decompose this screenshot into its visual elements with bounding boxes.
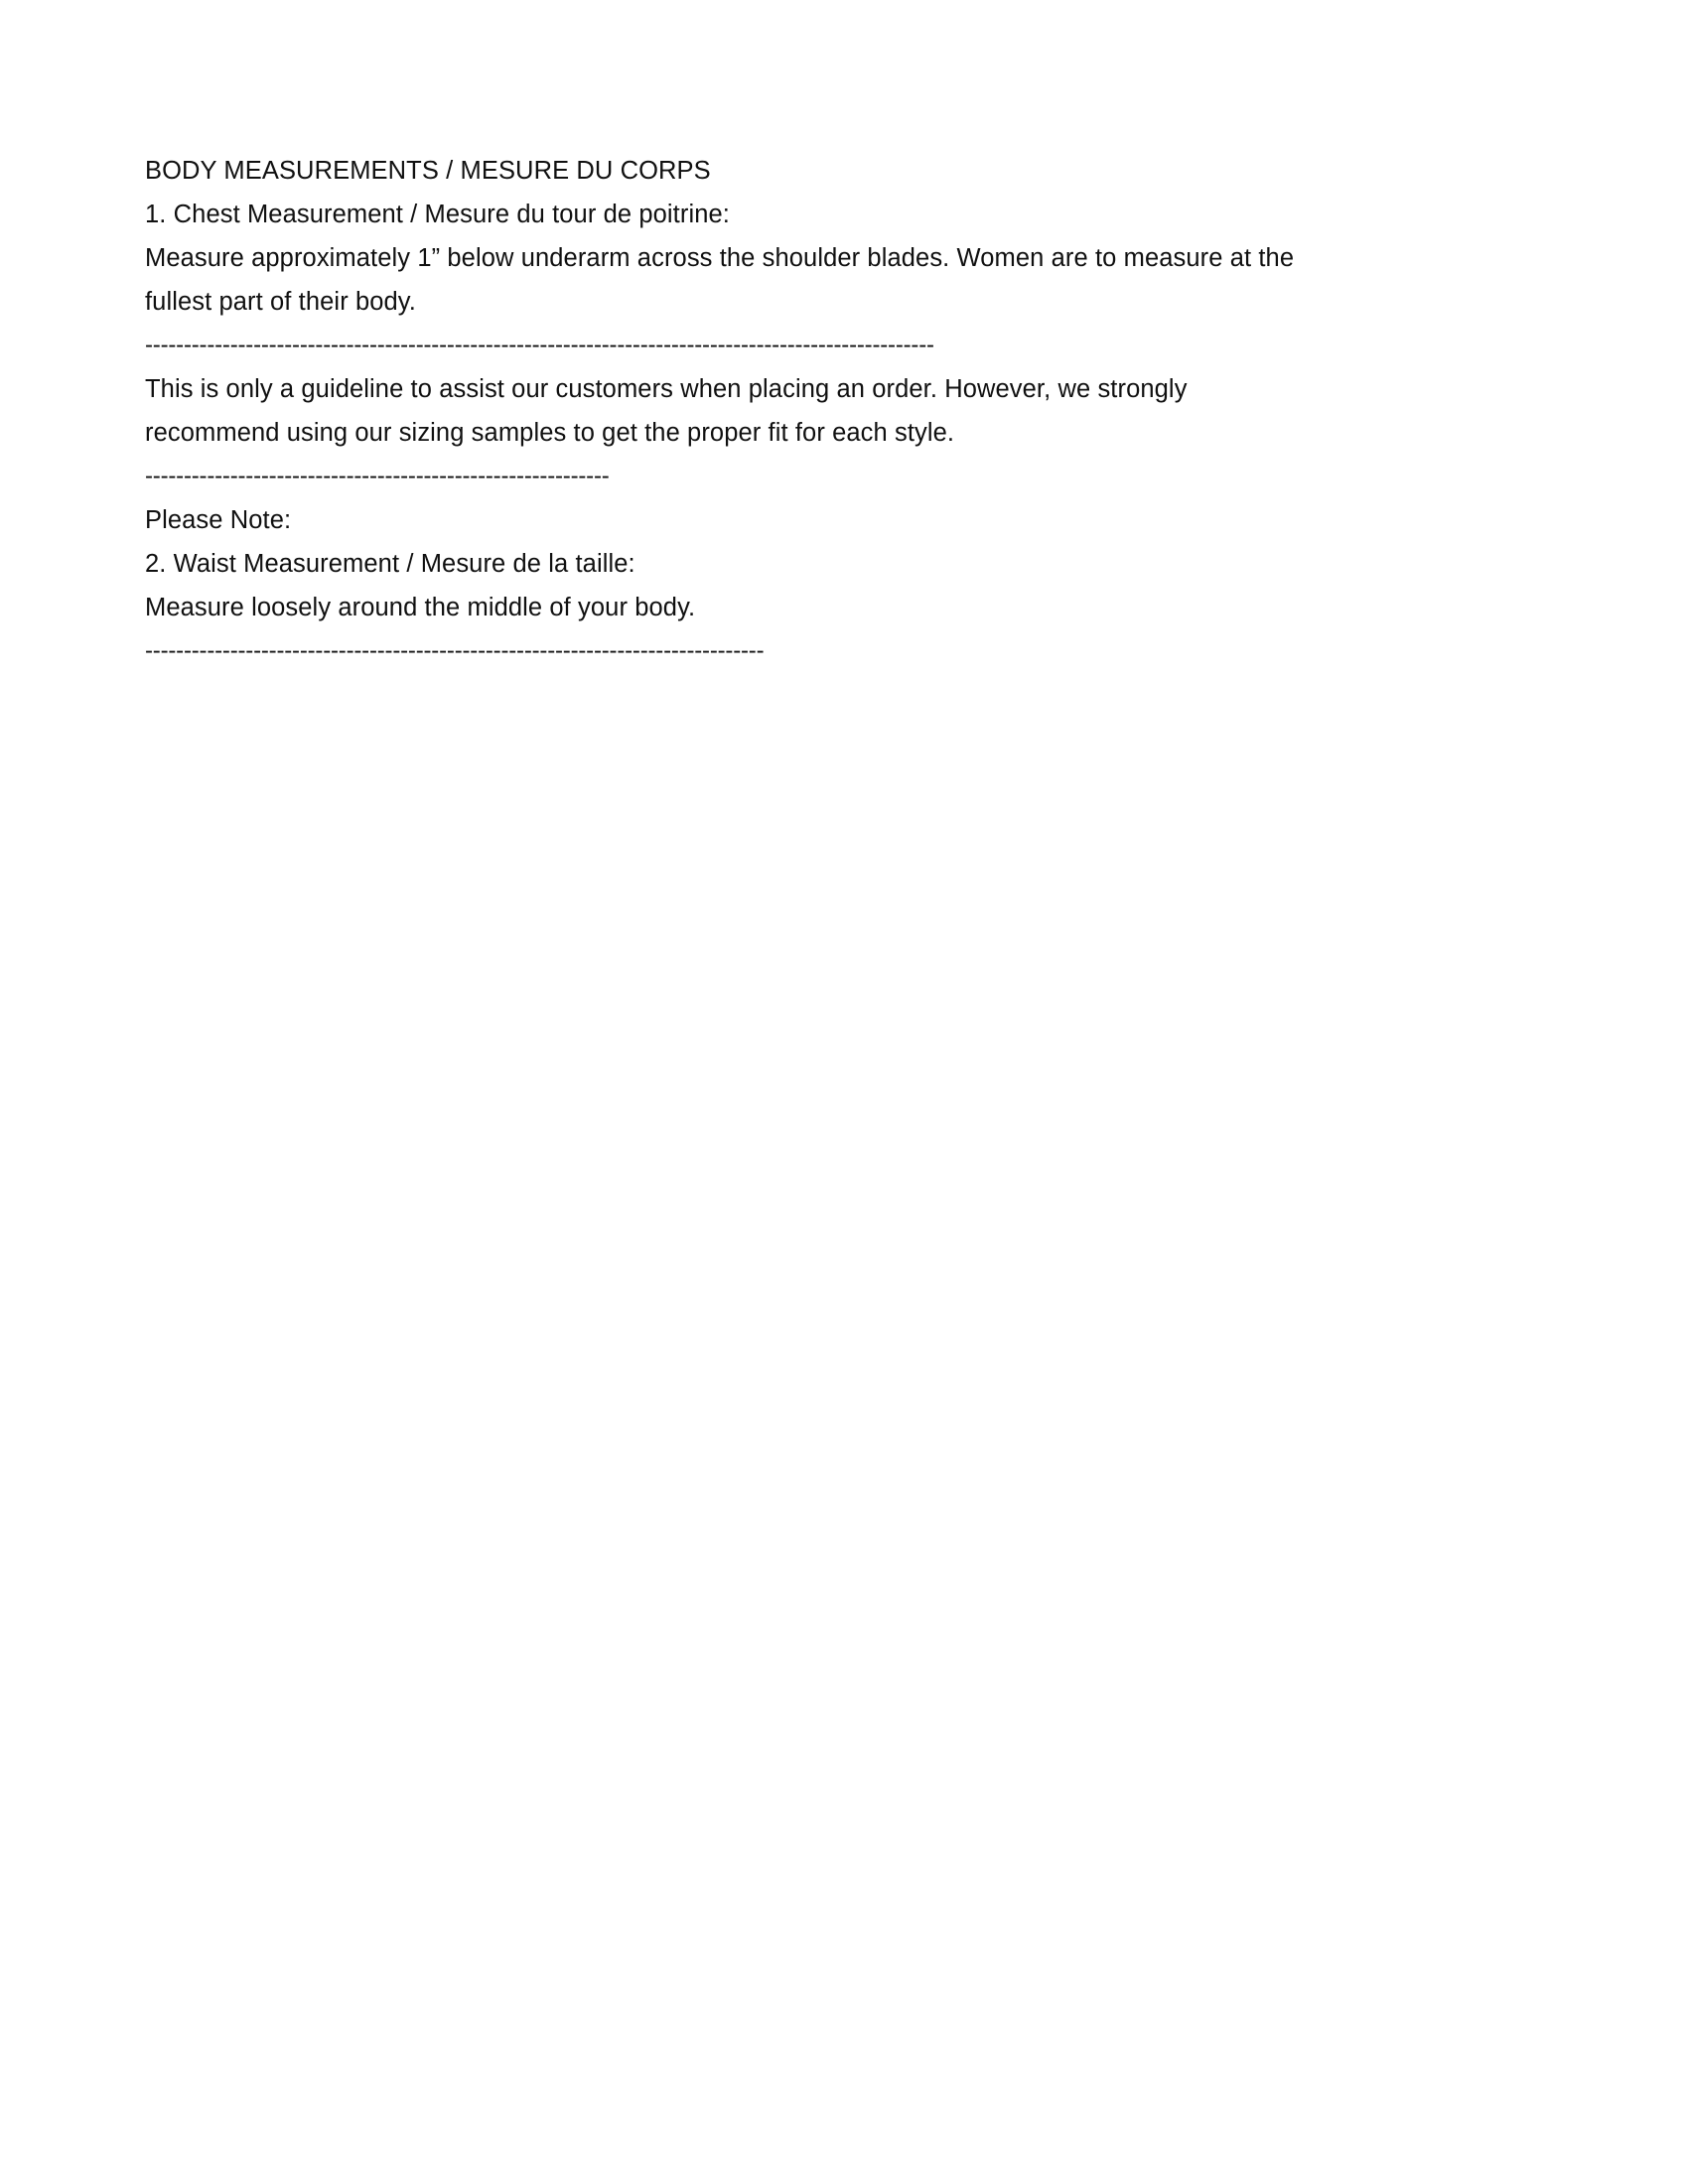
guideline-note: This is only a guideline to assist our customers when placing an order. However, we strongly recommend using our sizing samples to get the proper fit for each style. [145, 375, 1188, 447]
waist-measurement-label: 2. Waist Measurement / Mesure de la taille: [145, 550, 635, 578]
document-body [145, 149, 1466, 673]
divider-two: ------------------------------------------------------------ [145, 463, 610, 489]
chest-measurement-instructions: Measure approximately 1” below underarm across the shoulder blades. Women are to measure at the fullest part of their body. [145, 244, 1295, 316]
heading: BODY MEASUREMENTS / MESURE DU CORPS [145, 157, 711, 185]
please-note-label: Please Note: [145, 506, 292, 534]
waist-measurement-instructions: Measure loosely around the middle of your body. [145, 594, 696, 621]
divider-one: ------------------------------------------------------------------------------------------------------ [145, 332, 934, 358]
divider-three: -------------------------------------------------------------------------------- [145, 637, 765, 664]
chest-measurement-label: 1. Chest Measurement / Mesure du tour de poitrine: [145, 201, 730, 228]
